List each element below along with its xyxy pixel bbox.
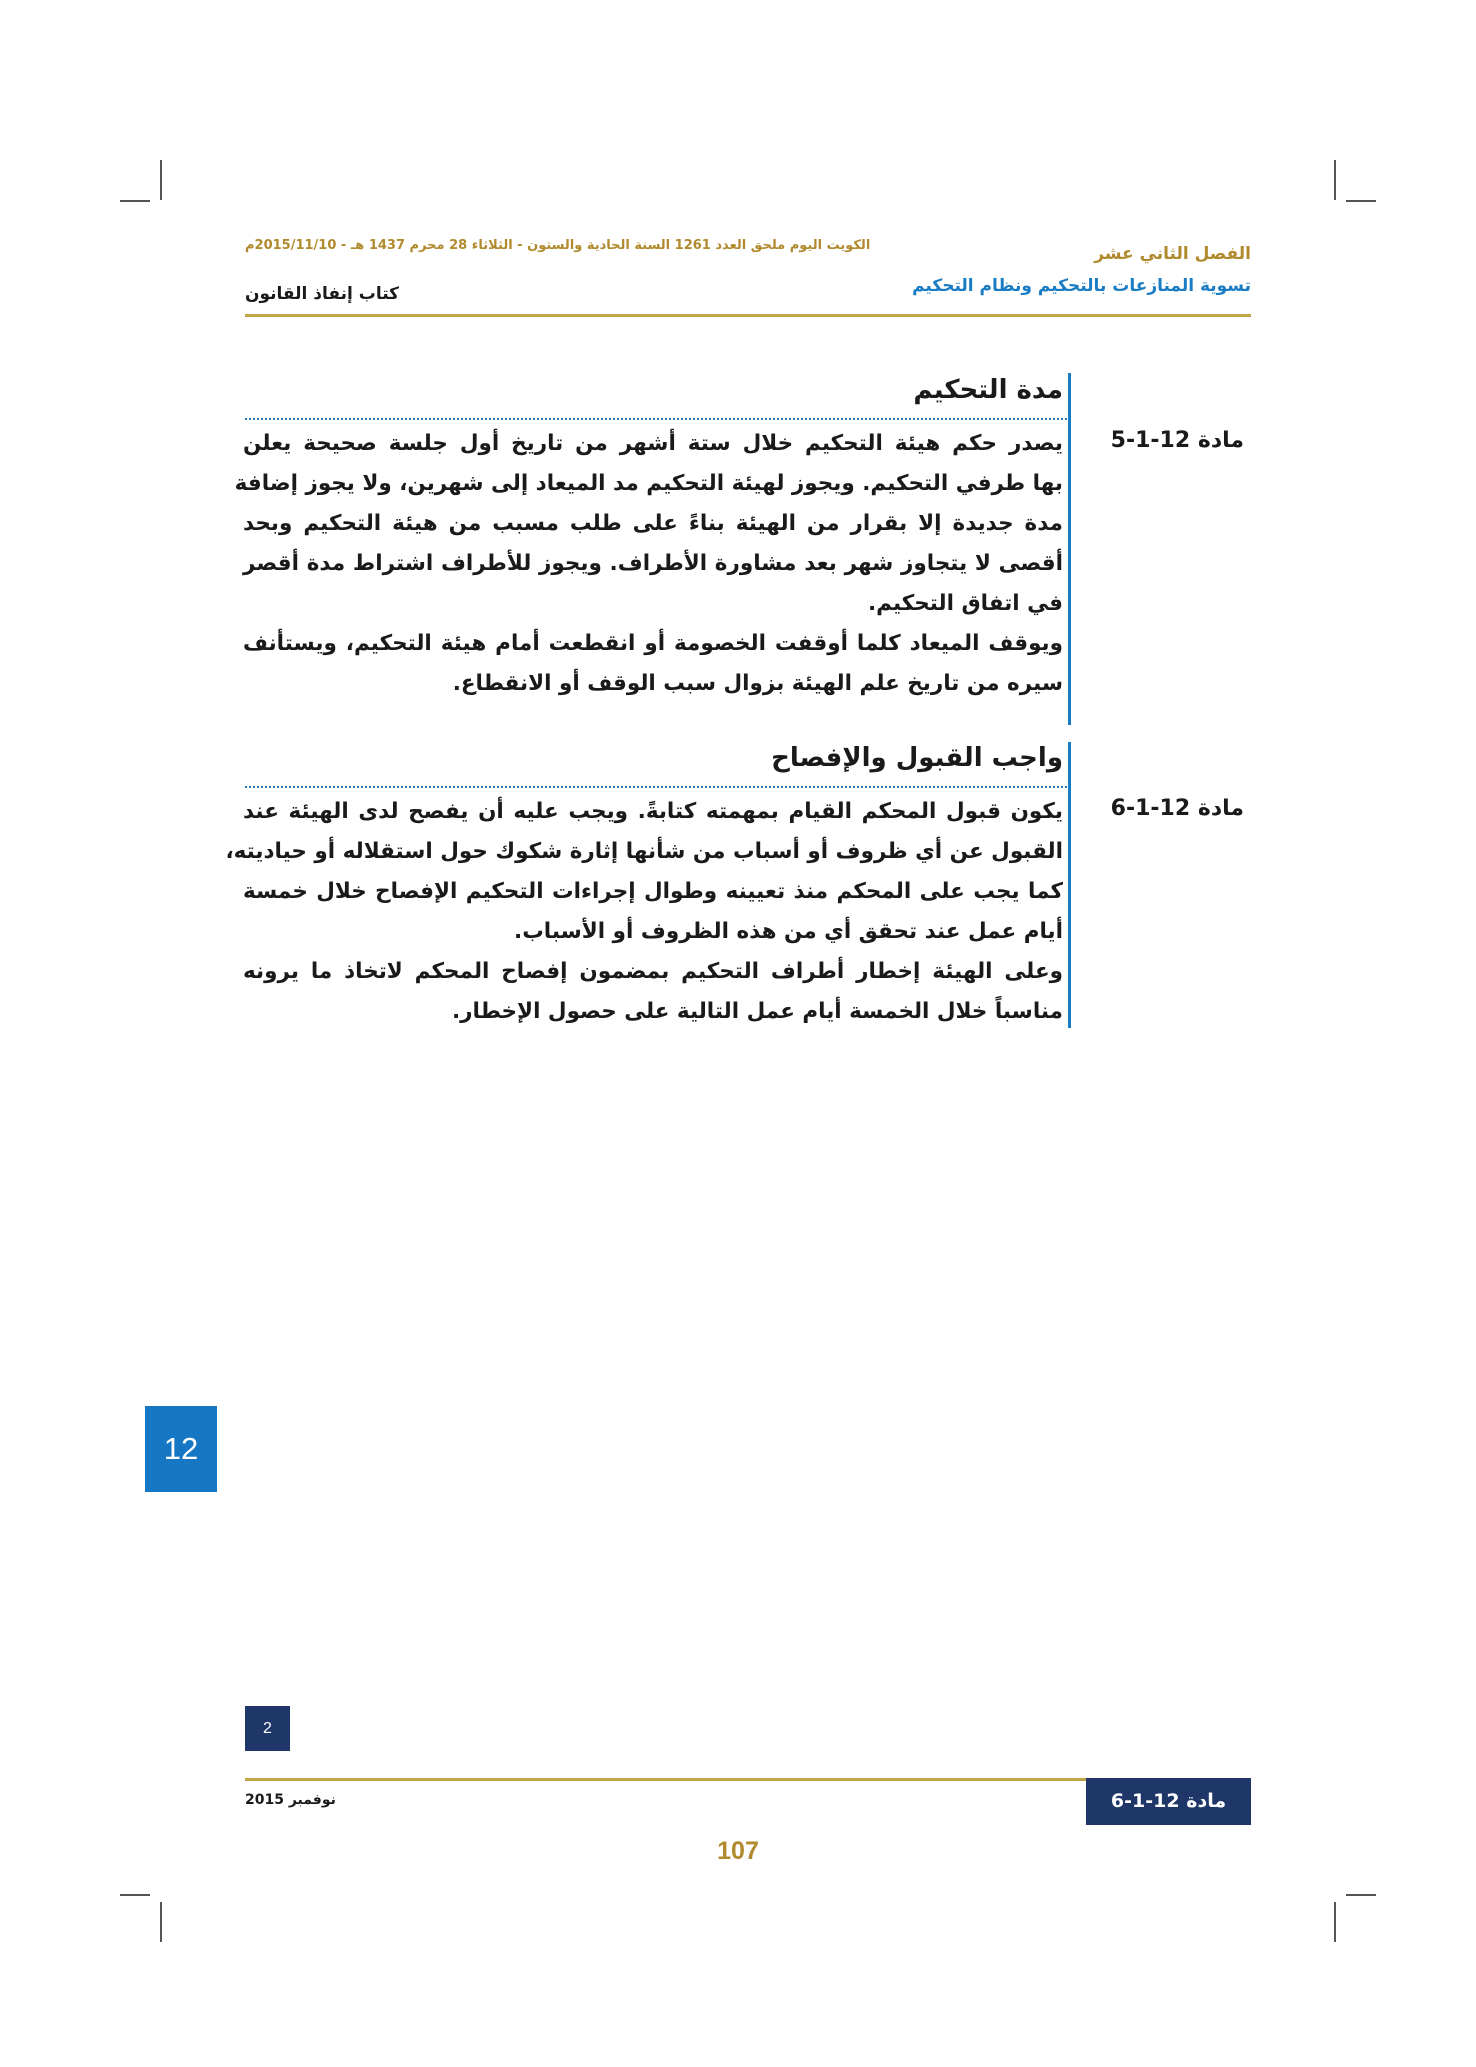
crop-mark xyxy=(160,1902,162,1942)
article-line: أيام عمل عند تحقق أي من هذه الظروف أو الأسباب. xyxy=(514,919,1063,944)
page-number: 107 xyxy=(717,1837,759,1865)
section-rule xyxy=(1068,742,1071,1028)
article-line: بها طرفي التحكيم. ويجوز لهيئة التحكيم مد الميعاد إلى شهرين، ولا يجوز إضافة xyxy=(234,471,1063,496)
book-title: كتاب إنفاذ القانون xyxy=(245,284,400,304)
article-line: يكون قبول المحكم القيام بمهمته كتابةً. ويجب عليه أن يفصح لدى الهيئة عند xyxy=(243,799,1063,824)
article-line: ويوقف الميعاد كلما أوقفت الخصومة أو انقطعت أمام هيئة التحكيم، ويستأنف xyxy=(243,631,1063,656)
crop-mark xyxy=(1334,160,1336,200)
article-line: في اتفاق التحكيم. xyxy=(867,591,1063,616)
chapter-tab: 12 xyxy=(145,1406,217,1492)
footer-date: نوفمبر 2015 xyxy=(245,1792,336,1808)
section-divider xyxy=(245,786,1067,788)
chapter-title: الفصل الثاني عشر xyxy=(1094,244,1251,264)
article-number: مادة 12-1-6 xyxy=(1110,796,1244,821)
header-divider xyxy=(245,314,1251,317)
article-line: القبول عن أي ظروف أو أسباب من شأنها إثارة شكوك حول استقلاله أو حياديته، xyxy=(225,839,1063,864)
crop-mark xyxy=(120,1894,150,1896)
section-divider xyxy=(245,418,1067,420)
crop-mark xyxy=(1346,200,1376,202)
article-number: مادة 12-1-5 xyxy=(1110,428,1244,453)
article-line: كما يجب على المحكم منذ تعيينه وطوال إجراءات التحكيم الإفصاح خلال خمسة xyxy=(243,879,1063,904)
crop-mark xyxy=(1346,1894,1376,1896)
chapter-subtitle: تسوية المنازعات بالتحكيم ونظام التحكيم xyxy=(912,276,1251,296)
section-title: مدة التحكيم xyxy=(913,375,1063,405)
article-line: أقصى لا يتجاوز شهر بعد مشاورة الأطراف. ويجوز للأطراف اشتراط مدة أقصر xyxy=(243,551,1063,576)
article-line: وعلى الهيئة إخطار أطراف التحكيم بمضمون إفصاح المحكم لاتخاذ ما يرونه xyxy=(243,959,1063,984)
article-line: مدة جديدة إلا بقرار من الهيئة بناءً على طلب مسبب من هيئة التحكيم وبحد xyxy=(243,511,1063,536)
article-line: سيره من تاريخ علم الهيئة بزوال سبب الوقف أو الانقطاع. xyxy=(452,671,1063,696)
crop-mark xyxy=(160,160,162,200)
header-publication-line: الكويت اليوم ملحق العدد 1261 السنة الحادية والستون - الثلاثاء 28 محرم 1437 هـ - 2015/11/10م xyxy=(245,238,871,253)
crop-mark xyxy=(1334,1902,1336,1942)
crop-mark xyxy=(120,200,150,202)
section-rule xyxy=(1068,373,1071,725)
footer-article-box: مادة 12-1-6 xyxy=(1086,1778,1251,1825)
page-box: 2 xyxy=(245,1706,290,1751)
article-line: مناسباً خلال الخمسة أيام عمل التالية على حصول الإخطار. xyxy=(452,999,1063,1024)
article-line: يصدر حكم هيئة التحكيم خلال ستة أشهر من تاريخ أول جلسة صحيحة يعلن xyxy=(243,431,1063,456)
section-title: واجب القبول والإفصاح xyxy=(771,743,1063,773)
